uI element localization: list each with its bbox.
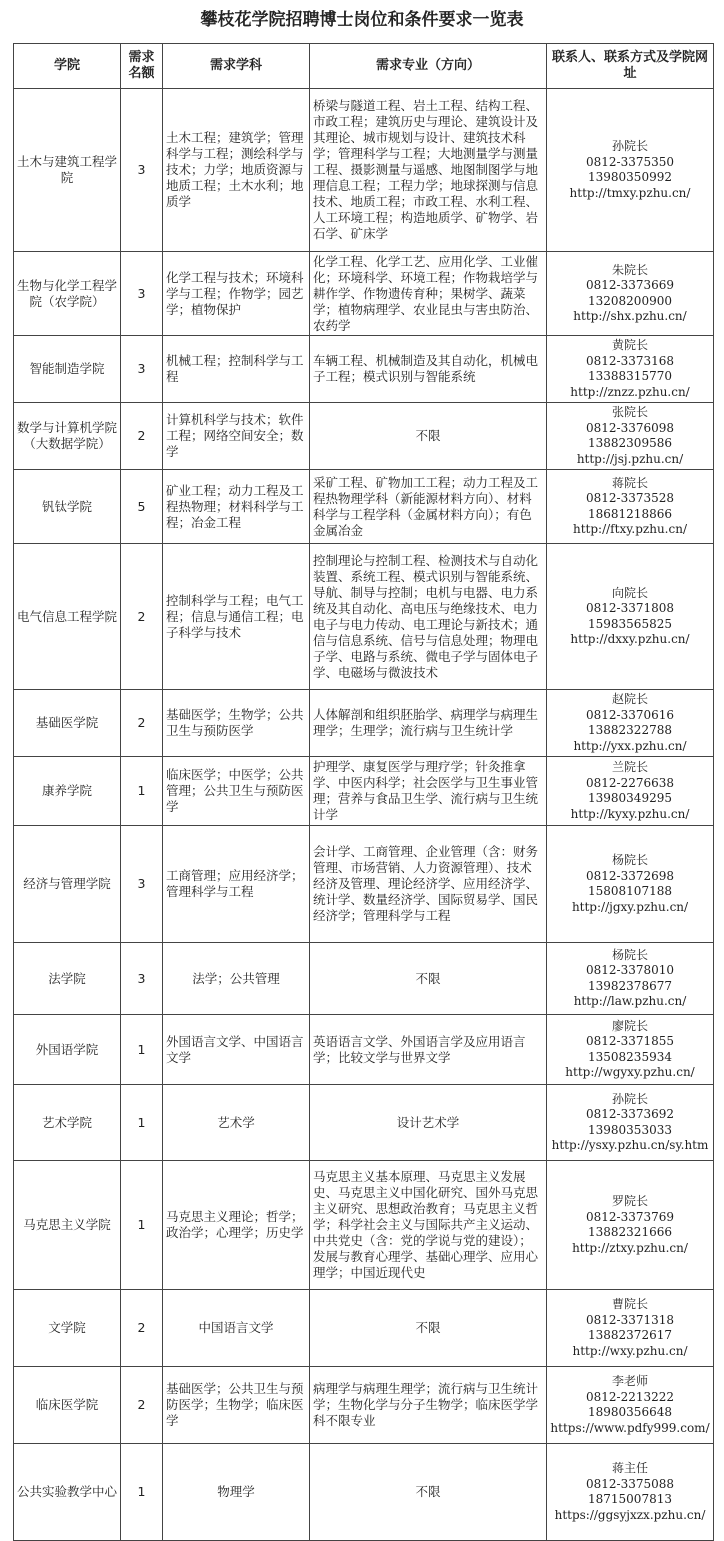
discipline-cell: 法学；公共管理 bbox=[163, 943, 310, 1015]
table-row bbox=[14, 544, 714, 690]
contact-name: 杨院长 bbox=[611, 853, 648, 867]
discipline-cell: 中国语言文学 bbox=[163, 1290, 310, 1367]
table-row bbox=[14, 336, 714, 403]
contact-name: 蒋院长 bbox=[611, 475, 648, 490]
discipline-cell: 马克思主义理论；哲学；政治学；心理学；历史学 bbox=[163, 1161, 310, 1290]
contact-phone: 0812-3372698 bbox=[585, 868, 675, 883]
contact-cell bbox=[547, 544, 714, 690]
contact-phone: 0812-2276638 bbox=[585, 775, 675, 790]
contact-cell bbox=[547, 757, 714, 826]
table-row bbox=[14, 757, 714, 826]
college-cell: 文学院 bbox=[14, 1290, 121, 1367]
college-url-link[interactable]: https://www.pdfy999.com/ bbox=[550, 1420, 710, 1435]
discipline-cell: 控制科学与工程；电气工程；信息与通信工程；电子科学与技术 bbox=[163, 544, 310, 690]
table-row bbox=[14, 943, 714, 1015]
table-row bbox=[14, 1161, 714, 1290]
college-url-link[interactable]: http://tmxy.pzhu.cn/ bbox=[569, 185, 691, 200]
table-row bbox=[14, 1367, 714, 1444]
discipline-cell: 基础医学；生物学；公共卫生与预防医学 bbox=[163, 690, 310, 757]
major-cell: 不限 bbox=[310, 1290, 547, 1367]
table-row bbox=[14, 470, 714, 544]
recruitment-table bbox=[13, 43, 714, 1541]
discipline-cell: 外国语言文学、中国语言文学 bbox=[163, 1015, 310, 1085]
major-cell: 护理学、康复医学与理疗学；针灸推拿学、中医内科学；社会医学与卫生事业管理；营养与食品卫生学、流行病与卫生统计学 bbox=[310, 757, 547, 826]
discipline-cell: 化学工程与技术；环境科学与工程；作物学；园艺学；植物保护 bbox=[163, 252, 310, 336]
discipline-cell: 工商管理；应用经济学；管理科学与工程 bbox=[163, 826, 310, 943]
contact-cell bbox=[547, 470, 714, 544]
contact-cell bbox=[547, 826, 714, 943]
major-cell: 化学工程、化学工艺、应用化学、工业催化；环境科学、环境工程；作物栽培学与耕作学、作物遗传育种；果树学、蔬菜学；植物病理学、农业昆虫与害虫防治、农药学 bbox=[310, 252, 547, 336]
quota-cell: 1 bbox=[121, 1015, 163, 1085]
college-cell: 钒钛学院 bbox=[14, 470, 121, 544]
contact-name: 赵院长 bbox=[611, 692, 648, 706]
table-row bbox=[14, 1444, 714, 1541]
contact-phone: 0812-3371318 bbox=[585, 1312, 675, 1327]
college-cell: 数学与计算机学院（大数据学院） bbox=[14, 403, 121, 470]
contact-cell bbox=[547, 1161, 714, 1290]
college-cell: 艺术学院 bbox=[14, 1085, 121, 1161]
college-cell: 智能制造学院 bbox=[14, 336, 121, 403]
major-cell: 人体解剖和组织胚胎学、病理学与病理生理学；生理学；流行病与卫生统计学 bbox=[310, 690, 547, 757]
contact-phone: 0812-3378010 bbox=[585, 963, 675, 977]
contact-name: 朱院长 bbox=[611, 262, 648, 277]
major-cell: 设计艺术学 bbox=[310, 1085, 547, 1161]
discipline-cell: 物理学 bbox=[163, 1444, 310, 1541]
quota-cell: 1 bbox=[121, 1444, 163, 1541]
contact-cell bbox=[547, 1367, 714, 1444]
contact-name: 向院长 bbox=[611, 585, 648, 600]
major-cell: 采矿工程、矿物加工工程；动力工程及工程热物理学科（新能源材料方向）、材料科学与工程学科（金属材料方向）；有色金属冶金 bbox=[310, 470, 547, 544]
contact-cell bbox=[547, 690, 714, 757]
college-cell: 公共实验教学中心 bbox=[14, 1444, 121, 1541]
contact-phone: 0812-3375350 bbox=[585, 154, 675, 169]
quota-cell: 1 bbox=[121, 1085, 163, 1161]
header-discipline: 需求学科 bbox=[163, 44, 310, 89]
major-cell: 车辆工程、机械制造及其自动化，机械电子工程；模式识别与智能系统 bbox=[310, 336, 547, 403]
college-url-link[interactable]: http://ftxy.pzhu.cn/ bbox=[573, 522, 687, 536]
college-cell: 土木与建筑工程学院 bbox=[14, 89, 121, 252]
contact-name: 孙院长 bbox=[611, 139, 648, 153]
quota-cell: 3 bbox=[121, 826, 163, 943]
major-cell: 控制理论与控制工程、检测技术与自动化装置、系统工程、模式识别与智能系统、导航、制导与控制；电机与电器、电力系统及其自动化、高电压与绝缘技术、电力电子与电力传动、电工理论与新技术；通信与信息系统、信号与信息处理；物理电子学、电路与系统、微电子学与固体电子学、电磁场与微波技术 bbox=[310, 544, 547, 690]
contact-phone: 0812-3373528 bbox=[585, 491, 675, 505]
college-url-link[interactable]: http://kyxy.pzhu.cn/ bbox=[570, 806, 690, 821]
college-url-link[interactable]: http://law.pzhu.cn/ bbox=[573, 994, 687, 1008]
header-contact: 联系人、联系方式及学院网址 bbox=[547, 44, 714, 89]
discipline-cell: 土木工程；建筑学；管理科学与工程；测绘科学与技术；力学；地质资源与地质工程；土木水利；地质学 bbox=[163, 89, 310, 252]
contact-cell bbox=[547, 1444, 714, 1541]
discipline-cell: 矿业工程；动力工程及工程热物理；材料科学与工程；冶金工程 bbox=[163, 470, 310, 544]
discipline-cell: 基础医学；公共卫生与预防医学；生物学；临床医学 bbox=[163, 1367, 310, 1444]
college-url-link[interactable]: http://znzz.pzhu.cn/ bbox=[570, 384, 690, 399]
contact-name: 廖院长 bbox=[611, 1018, 648, 1033]
major-cell: 马克思主义基本原理、马克思主义发展史、马克思主义中国化研究、国外马克思主义研究、思想政治教育；马克思主义哲学；科学社会主义与国际共产主义运动、中共党史（含：党的学说与党的建设）；发展与教育心理学、基础心理学、应用心理学；中国近现代史 bbox=[310, 1161, 547, 1290]
table-row bbox=[14, 1015, 714, 1085]
college-cell: 基础医学院 bbox=[14, 690, 121, 757]
header-row bbox=[14, 44, 714, 89]
contact-phone: 0812-3370616 bbox=[585, 707, 675, 722]
contact-mobile: 13208200900 bbox=[588, 293, 672, 308]
quota-cell: 2 bbox=[121, 1367, 163, 1444]
contact-cell bbox=[547, 1085, 714, 1161]
quota-cell: 1 bbox=[121, 1161, 163, 1290]
college-url-link[interactable]: http://wgyxy.pzhu.cn/ bbox=[565, 1065, 695, 1079]
contact-name: 李老师 bbox=[611, 1374, 648, 1388]
table-row bbox=[14, 252, 714, 336]
major-cell: 不限 bbox=[310, 943, 547, 1015]
major-cell: 不限 bbox=[310, 403, 547, 470]
quota-cell: 5 bbox=[121, 470, 163, 544]
contact-name: 孙院长 bbox=[611, 1091, 648, 1106]
contact-mobile: 13980350992 bbox=[588, 170, 672, 184]
college-cell: 生物与化学工程学院（农学院） bbox=[14, 252, 121, 336]
contact-mobile: 13882321666 bbox=[588, 1225, 672, 1239]
contact-mobile: 18980356648 bbox=[588, 1405, 672, 1419]
table-row bbox=[14, 403, 714, 470]
contact-mobile: 18681218866 bbox=[588, 506, 672, 521]
quota-cell: 2 bbox=[121, 544, 163, 690]
college-cell: 临床医学院 bbox=[14, 1367, 121, 1444]
discipline-cell: 艺术学 bbox=[163, 1085, 310, 1161]
major-cell: 会计学、工商管理、企业管理（含：财务管理、市场营销、人力资源管理）、技术经济及管理、理论经济学、应用经济学、统计学、数量经济学、国际贸易学、国民经济学；管理科学与工程 bbox=[310, 826, 547, 943]
contact-phone: 0812-3373769 bbox=[585, 1209, 675, 1224]
quota-cell: 2 bbox=[121, 1290, 163, 1367]
contact-phone: 0812-3373168 bbox=[585, 353, 675, 368]
quota-cell: 3 bbox=[121, 89, 163, 252]
contact-name: 黄院长 bbox=[611, 338, 648, 352]
major-cell: 英语语言文学、外国语言学及应用语言学；比较文学与世界文学 bbox=[310, 1015, 547, 1085]
quota-cell: 2 bbox=[121, 690, 163, 757]
contact-name: 曹院长 bbox=[611, 1297, 648, 1311]
contact-cell bbox=[547, 1290, 714, 1367]
contact-phone: 0812-3375088 bbox=[585, 1476, 675, 1491]
college-url-link[interactable]: http://jsj.pzhu.cn/ bbox=[576, 451, 684, 466]
contact-cell bbox=[547, 252, 714, 336]
major-cell: 不限 bbox=[310, 1444, 547, 1541]
contact-phone: 0812-3371808 bbox=[585, 601, 675, 615]
contact-cell bbox=[547, 943, 714, 1015]
contact-name: 兰院长 bbox=[611, 760, 648, 774]
discipline-cell: 临床医学；中医学；公共管理；公共卫生与预防医学 bbox=[163, 757, 310, 826]
contact-mobile: 13508235934 bbox=[588, 1049, 672, 1064]
college-cell: 电气信息工程学院 bbox=[14, 544, 121, 690]
college-cell: 康养学院 bbox=[14, 757, 121, 826]
header-major: 需求专业（方向） bbox=[310, 44, 547, 89]
contact-cell bbox=[547, 336, 714, 403]
college-url-link[interactable]: http://wxy.pzhu.cn/ bbox=[572, 1343, 688, 1358]
college-url-link[interactable]: http://jgxy.pzhu.cn/ bbox=[571, 899, 689, 914]
contact-mobile: 15983565825 bbox=[588, 616, 672, 631]
table-row bbox=[14, 1085, 714, 1161]
contact-mobile: 15808107188 bbox=[588, 884, 672, 898]
table-row bbox=[14, 690, 714, 757]
contact-name: 蒋主任 bbox=[611, 1461, 648, 1475]
major-cell: 桥梁与隧道工程、岩土工程、结构工程、市政工程；建筑历史与理论、建筑设计及其理论、城市规划与设计、建筑技术科学；管理科学与工程；大地测量学与测量工程、摄影测量与遥感、地图制图学与地理信息工程；工程力学；地球探测与信息技术、地质工程；市政工程、水利工程、人工环境工程；构造地质学、矿物学、岩石学、矿床学 bbox=[310, 89, 547, 252]
contact-phone: 0812-2213222 bbox=[585, 1389, 675, 1404]
contact-phone: 0812-3373692 bbox=[585, 1107, 675, 1121]
college-cell: 经济与管理学院 bbox=[14, 826, 121, 943]
major-cell: 病理学与病理生理学；流行病与卫生统计学；生物化学与分子生物学；临床医学学科不限专业 bbox=[310, 1367, 547, 1444]
college-cell: 法学院 bbox=[14, 943, 121, 1015]
table-row bbox=[14, 826, 714, 943]
table-body bbox=[14, 89, 714, 1541]
contact-name: 张院长 bbox=[611, 405, 648, 419]
quota-cell: 3 bbox=[121, 252, 163, 336]
contact-name: 罗院长 bbox=[611, 1194, 648, 1208]
contact-phone: 0812-3373669 bbox=[585, 278, 675, 292]
contact-phone: 0812-3371855 bbox=[585, 1034, 675, 1048]
contact-mobile: 13982378677 bbox=[588, 978, 672, 993]
page-title: 攀枝花学院招聘博士岗位和条件要求一览表 bbox=[200, 10, 524, 30]
college-url-link[interactable]: http://ysxy.pzhu.cn/sy.htm bbox=[551, 1138, 709, 1152]
header-quota: 需求名额 bbox=[121, 44, 163, 89]
college-url-link[interactable]: http://dxxy.pzhu.cn/ bbox=[570, 632, 690, 646]
college-url-link[interactable]: http://shx.pzhu.cn/ bbox=[573, 309, 687, 323]
contact-cell bbox=[547, 403, 714, 470]
quota-cell: 1 bbox=[121, 757, 163, 826]
college-cell: 外国语学院 bbox=[14, 1015, 121, 1085]
quota-cell: 3 bbox=[121, 943, 163, 1015]
contact-cell bbox=[547, 1015, 714, 1085]
contact-mobile: 13882309586 bbox=[588, 436, 672, 450]
contact-name: 杨院长 bbox=[611, 947, 648, 962]
contact-phone: 0812-3376098 bbox=[585, 420, 675, 435]
quota-cell: 3 bbox=[121, 336, 163, 403]
college-cell: 马克思主义学院 bbox=[14, 1161, 121, 1290]
contact-mobile: 13882322788 bbox=[588, 723, 672, 737]
table-row bbox=[14, 1290, 714, 1367]
contact-mobile: 18715007813 bbox=[588, 1492, 672, 1506]
header-college: 学院 bbox=[14, 44, 121, 89]
discipline-cell: 机械工程；控制科学与工程 bbox=[163, 336, 310, 403]
college-url-link[interactable]: http://ztxy.pzhu.cn/ bbox=[572, 1240, 688, 1255]
college-url-link[interactable]: http://yxx.pzhu.cn/ bbox=[573, 738, 687, 753]
college-url-link[interactable]: https://ggsyjxzx.pzhu.cn/ bbox=[554, 1507, 706, 1522]
contact-mobile: 13980349295 bbox=[588, 791, 672, 805]
contact-cell bbox=[547, 89, 714, 252]
discipline-cell: 计算机科学与技术；软件工程；网络空间安全；数学 bbox=[163, 403, 310, 470]
contact-mobile: 13388315770 bbox=[588, 369, 672, 383]
table-row bbox=[14, 89, 714, 252]
quota-cell: 2 bbox=[121, 403, 163, 470]
contact-mobile: 13882372617 bbox=[588, 1328, 672, 1342]
contact-mobile: 13980353033 bbox=[588, 1122, 672, 1137]
